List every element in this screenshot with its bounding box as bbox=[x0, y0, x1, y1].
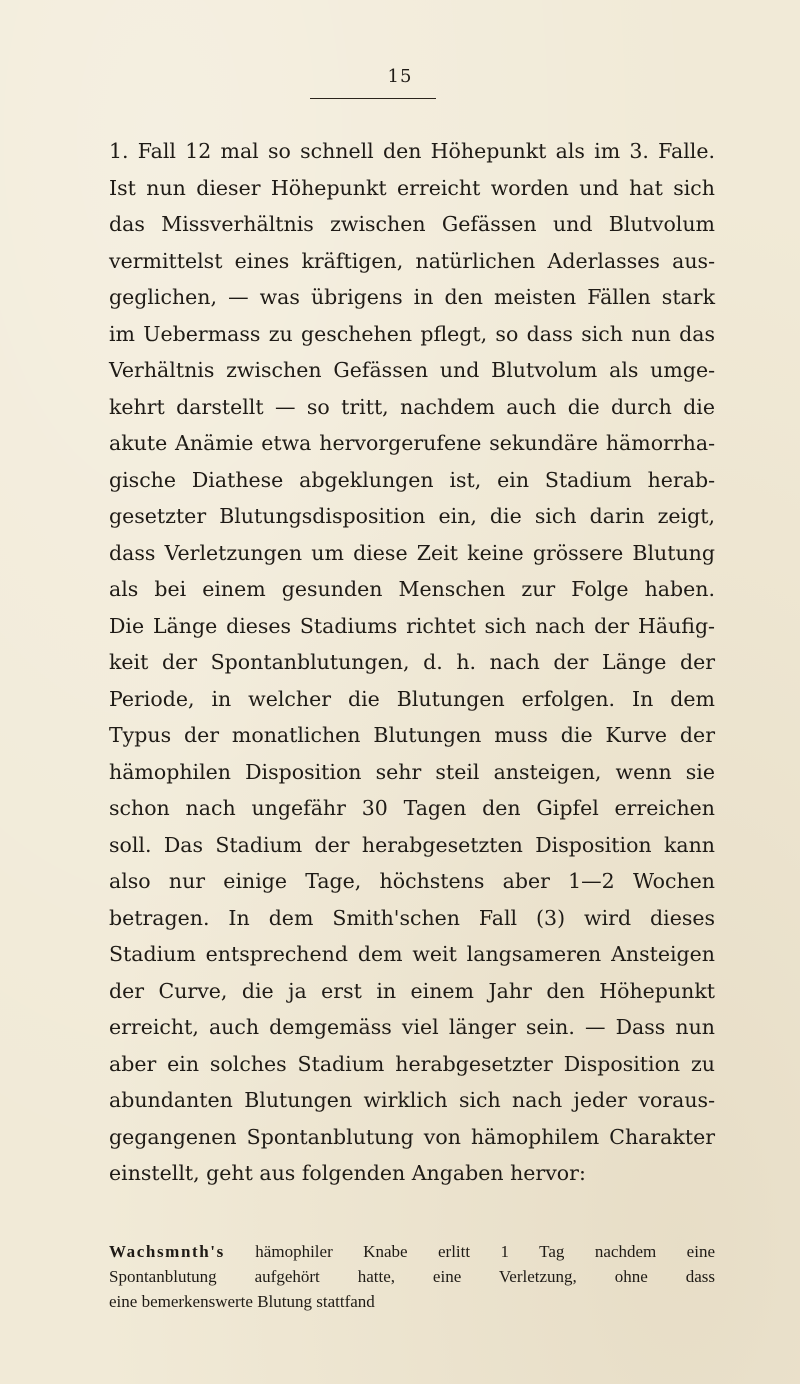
text-line: Stadium entsprechend dem weit langsameren Ansteigen bbox=[109, 942, 715, 966]
text-line: Typus der monatlichen Blutungen muss die Kurve der bbox=[109, 723, 715, 747]
text-line: der Curve, die ja erst in einem Jahr den Höhepunkt bbox=[109, 978, 715, 1003]
text-line: keit der Spontanblutungen, d. h. nach der Länge der bbox=[109, 650, 715, 674]
footnote-line-rest: hämophiler Knabe erlitt 1 Tag nachdem eine bbox=[224, 1242, 715, 1261]
text-line: soll. Das Stadium der herabgesetzten Disposition kann bbox=[109, 832, 715, 857]
text-line: einstellt, geht aus folgenden Angaben hervor: bbox=[109, 1161, 586, 1185]
text-line: Die Länge dieses Stadiums richtet sich nach der Häufig- bbox=[109, 613, 715, 638]
footnote bbox=[109, 1239, 715, 1314]
body-paragraph bbox=[109, 133, 715, 1192]
footnote-line: Spontanblutung aufgehört hatte, eine Verletzung, ohne dass bbox=[109, 1267, 715, 1286]
footnote-author: Wachsmnth's bbox=[109, 1242, 225, 1261]
text-line: 1. Fall 12 mal so schnell den Höhepunkt als im 3. Falle. bbox=[109, 139, 715, 163]
text-line: dass Verletzungen um diese Zeit keine grössere Blutung bbox=[109, 540, 715, 565]
footnote-line bbox=[109, 1239, 715, 1264]
text-line: das Missverhältnis zwischen Gefässen und Blutvolum bbox=[109, 212, 715, 236]
text-line: gegangenen Spontanblutung von hämophilem Charakter bbox=[109, 1124, 715, 1149]
text-line: im Uebermass zu geschehen pflegt, so dass sich nun das bbox=[109, 321, 715, 346]
text-line: Ist nun dieser Höhepunkt erreicht worden und hat sich bbox=[109, 175, 715, 200]
page-number: 15 bbox=[387, 66, 413, 87]
text-line: aber ein solches Stadium herabgesetzter Disposition zu bbox=[109, 1051, 715, 1076]
text-line: Verhältnis zwischen Gefässen und Blutvolum als umge- bbox=[109, 358, 715, 382]
text-line: gische Diathese abgeklungen ist, ein Stadium herab- bbox=[109, 467, 715, 492]
text-line: abundanten Blutungen wirklich sich nach jeder voraus- bbox=[109, 1088, 715, 1112]
text-line: kehrt darstellt — so tritt, nachdem auch die durch die bbox=[109, 394, 715, 419]
text-line: also nur einige Tage, höchstens aber 1—2 Wochen bbox=[109, 869, 715, 893]
text-line: vermittelst eines kräftigen, natürlichen Aderlasses aus- bbox=[109, 248, 715, 273]
text-line: erreicht, auch demgemäss viel länger sein. — Dass nun bbox=[109, 1015, 715, 1039]
footnote-line: eine bemerkenswerte Blutung stattfand bbox=[109, 1292, 375, 1311]
text-line: gesetzter Blutungsdisposition ein, die sich darin zeigt, bbox=[109, 504, 715, 528]
text-line: geglichen, — was übrigens in den meisten Fällen stark bbox=[109, 285, 715, 309]
text-line: als bei einem gesunden Menschen zur Folge haben. bbox=[109, 577, 715, 601]
text-line: hämophilen Disposition sehr steil ansteigen, wenn sie bbox=[109, 759, 715, 784]
text-line: schon nach ungefähr 30 Tagen den Gipfel erreichen bbox=[109, 796, 715, 820]
text-line: Periode, in welcher die Blutungen erfolgen. In dem bbox=[109, 686, 715, 711]
header-rule bbox=[310, 98, 436, 99]
text-line: akute Anämie etwa hervorgerufene sekundäre hämorrha- bbox=[109, 431, 715, 455]
text-line: betragen. In dem Smith'schen Fall (3) wird dieses bbox=[109, 905, 715, 930]
